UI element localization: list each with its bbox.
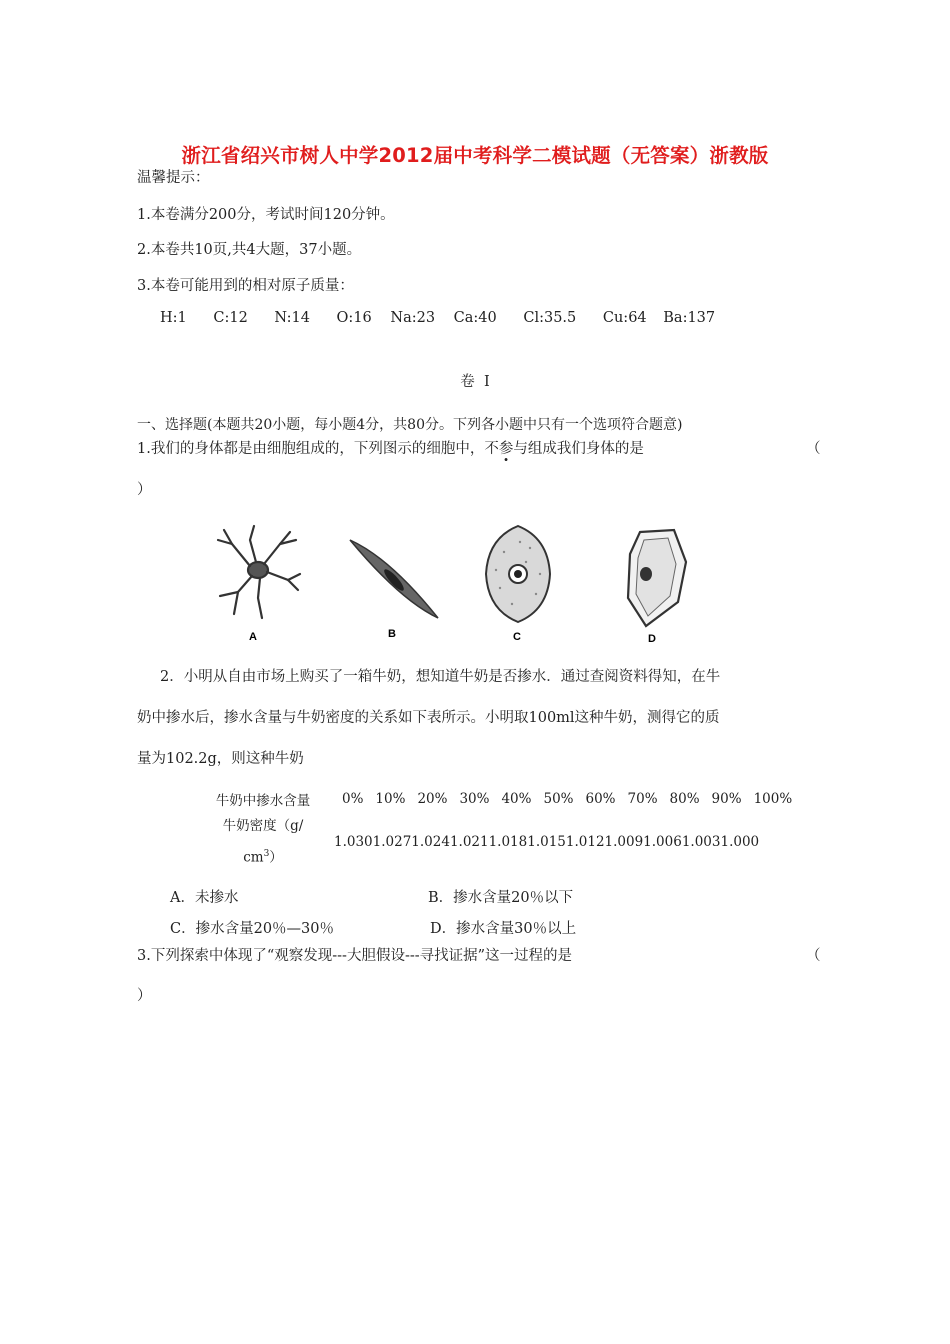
figure-label-a: A bbox=[249, 631, 257, 643]
atomic-mass-cl: Cl:35.5 bbox=[523, 310, 577, 326]
plant-cell-icon bbox=[628, 530, 686, 626]
atomic-mass-c: C:12 bbox=[213, 310, 248, 326]
water-content-40: 40% bbox=[501, 791, 532, 807]
figure-label-d: D bbox=[648, 633, 656, 645]
muscle-cell-icon bbox=[350, 540, 438, 618]
q1-paren-close: ） bbox=[137, 482, 152, 498]
atomic-mass-n: N:14 bbox=[274, 310, 310, 326]
section-title: 卷 I bbox=[460, 374, 490, 390]
tip-item-2: 2.本卷共10页,共4大题，37小题。 bbox=[137, 242, 362, 258]
density-values: 1.0301.0271.0241.0211.0181.0151.0121.0091.0061.0031.000 bbox=[334, 833, 760, 850]
q2-option-c: C．掺水含量20％—30％ bbox=[170, 921, 334, 937]
density-unit-sup: 3 bbox=[263, 849, 270, 859]
figure-label-c: C bbox=[513, 631, 521, 643]
atomic-mass-ca: Ca:40 bbox=[453, 310, 497, 326]
milk-density-table bbox=[200, 786, 798, 872]
water-content-header: 牛奶中掺水含量 bbox=[215, 793, 311, 809]
q1-paren-open: （ bbox=[806, 441, 821, 457]
atomic-mass-o: O:16 bbox=[336, 310, 372, 326]
water-content-100: 100% bbox=[753, 791, 793, 807]
q1-emph-text: 不参与 bbox=[484, 441, 528, 457]
atomic-mass-na: Na:23 bbox=[390, 310, 436, 326]
tip-item-1: 1.本卷满分200分，考试时间120分钟。 bbox=[137, 207, 395, 223]
part-one-heading: 一、选择题(本题共20小题，每小题4分，共80分。下列各小题中只有一个选项符合题意) bbox=[137, 417, 683, 433]
density-header-line1: 牛奶密度（g/ bbox=[222, 818, 304, 834]
nerve-cell-icon bbox=[218, 526, 300, 618]
q1-text-before: 1.我们的身体都是由细胞组成的，下列图示的细胞中， bbox=[137, 441, 485, 457]
document-title: 浙江省绍兴市树人中学2012届中考科学二模试题（无答案）浙教版 bbox=[181, 144, 769, 167]
tips-heading: 温馨提示： bbox=[137, 170, 210, 186]
water-content-80: 80% bbox=[669, 791, 700, 807]
density-header-line2 bbox=[200, 840, 326, 872]
q3-paren-open: （ bbox=[806, 948, 821, 964]
water-content-70: 70% bbox=[627, 791, 658, 807]
water-content-90: 90% bbox=[711, 791, 742, 807]
q2-option-b: B．掺水含量20％以下 bbox=[428, 890, 574, 906]
epithelial-cell-icon bbox=[486, 526, 550, 622]
atomic-mass-h: H:1 bbox=[160, 310, 187, 326]
water-content-20: 20% bbox=[417, 791, 448, 807]
water-content-10: 10% bbox=[375, 791, 406, 807]
water-content-60: 60% bbox=[585, 791, 616, 807]
water-content-50: 50% bbox=[543, 791, 574, 807]
atomic-mass-list bbox=[160, 310, 737, 326]
density-unit-cm: cm bbox=[243, 849, 264, 866]
density-row bbox=[200, 812, 798, 872]
atomic-mass-ba: Ba:137 bbox=[663, 310, 716, 326]
density-header bbox=[200, 812, 326, 872]
water-content-30: 30% bbox=[459, 791, 490, 807]
q3-paren-close: ） bbox=[137, 988, 152, 1004]
water-content-0: 0% bbox=[342, 791, 364, 807]
q2-line-1: 2．小明从自由市场上购买了一箱牛奶，想知道牛奶是否掺水．通过查阅资料得知，在牛 bbox=[160, 669, 721, 685]
tip-item-3: 3.本卷可能用到的相对原子质量： bbox=[137, 278, 354, 294]
q1-text-after: 组成我们身体的是 bbox=[527, 441, 644, 457]
figure-label-b: B bbox=[388, 628, 396, 640]
atomic-mass-cu: Cu:64 bbox=[602, 310, 647, 326]
q2-line-2: 奶中掺水后，掺水含量与牛奶密度的关系如下表所示。小明取100ml这种牛奶，测得它的质 bbox=[137, 710, 720, 726]
question-3-text: 3.下列探索中体现了“观察发现---大胆假设---寻找证据”这一过程的是 bbox=[137, 948, 573, 964]
q2-line-3: 量为102.2g，则这种牛奶 bbox=[137, 751, 304, 767]
question-1-text bbox=[137, 437, 644, 458]
cell-figures bbox=[200, 518, 720, 648]
water-content-row bbox=[200, 786, 798, 812]
q2-option-d: D．掺水含量30％以上 bbox=[430, 921, 577, 937]
density-unit-close: ） bbox=[269, 849, 283, 866]
q2-option-a: A．未掺水 bbox=[170, 890, 239, 906]
q1-emphasis bbox=[484, 441, 528, 457]
